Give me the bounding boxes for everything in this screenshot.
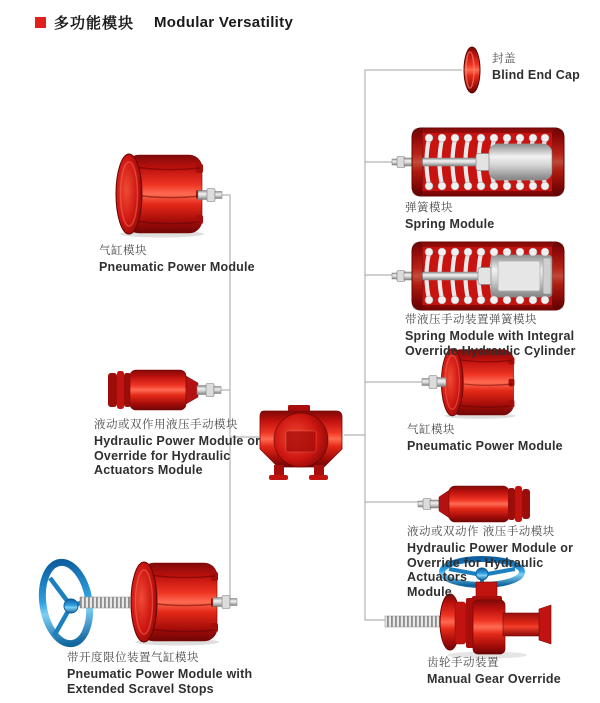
hydraulic-left-label: 液动或双作用液压手动模块 Hydraulic Power Module or Override for Hydraulic Actuators Module [94,419,261,477]
blind-end-cap-label: 封盖 Blind End Cap [492,53,581,82]
hydraulic-right-label: 液动或双动作 液压手动模块 Hydraulic Power Module or Override for Hydraulic Actuators Module [407,526,574,599]
spring-module-override-label: 带液压手动装置弹簧模块 Spring Module with Integral Override Hydraulic Cylinder [405,314,576,358]
spring-module-label: 弹簧模块 Spring Module [405,202,495,231]
title-bullet-square [35,17,46,28]
pneumatic-stops-label: 带开度限位装置气缸模块 Pneumatic Power Module with Extended Scravel Stops [67,652,253,696]
spring-module-override-graphic [392,242,564,310]
blind-end-cap-graphic [464,47,480,93]
central-valve-graphic [260,405,342,480]
pneumatic-right-label: 气缸模块 Pneumatic Power Module [407,424,563,453]
title-chinese: 多功能模块 [54,15,135,32]
pneumatic-module-right-graphic [422,349,515,419]
threaded-rod-graphic [385,616,443,627]
pneumatic-left-label: 气缸模块 Pneumatic Power Module [99,245,255,274]
page-title [35,12,293,33]
hydraulic-module-left-graphic [108,370,221,410]
pneumatic-module-left-graphic [116,154,222,238]
hydraulic-module-right-graphic [418,486,530,522]
spring-module-graphic [392,128,564,196]
pneumatic-stops-graphic [37,559,237,647]
title-english: Modular Versatility [154,14,294,31]
manual-gear-label: 齿轮手动装置 Manual Gear Override [427,657,561,686]
